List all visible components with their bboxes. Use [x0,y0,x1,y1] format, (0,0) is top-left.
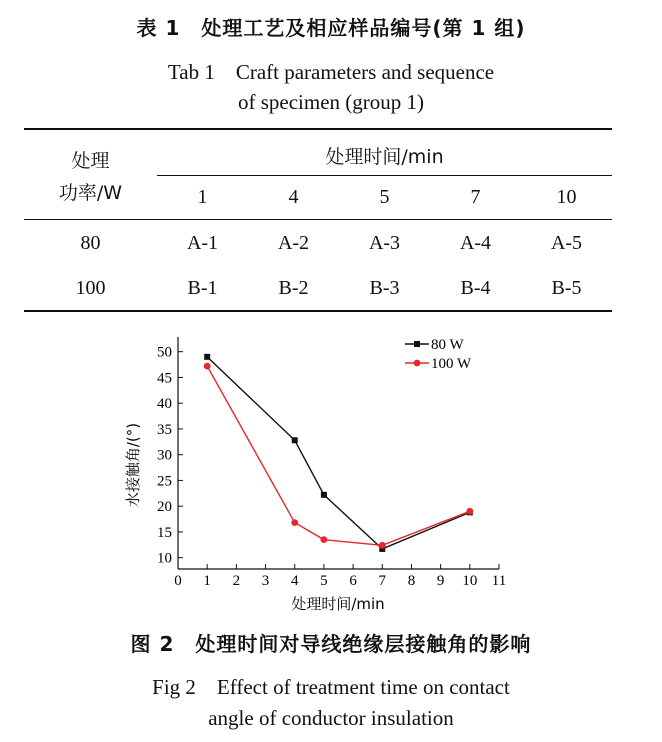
table-header-sub-rule [157,175,612,176]
data-point [379,542,386,549]
y-tick-label: 50 [157,344,172,361]
sample-cell: A-2 [277,232,310,254]
time-value-cell: 10 [556,186,577,208]
data-point [321,536,328,543]
sample-cell: B-1 [187,277,218,299]
legend-marker [414,341,420,347]
data-point [204,363,211,370]
figure-caption-cn: 图 2 处理时间对导线绝缘层接触角的影响 [130,632,532,656]
sample-cell: B-4 [460,277,491,299]
sample-cell: B-3 [369,277,400,299]
table-bottom-rule [24,310,612,312]
sample-cell: A-5 [550,232,583,254]
chart-marks [204,354,473,552]
y-tick-label: 45 [157,370,172,387]
time-value-cell: 1 [197,186,208,208]
legend-label: 80 W [431,337,464,353]
figure-caption-en-line1: Fig 2 Effect of treatment time on contact [152,675,510,699]
y-tick-label: 30 [157,447,172,464]
x-tick-label: 1 [203,573,211,589]
x-tick-label: 6 [349,573,357,589]
table-header-rule [24,219,612,220]
power-cell: 80 [80,232,101,254]
y-tick-label: 15 [157,524,172,541]
sample-cell: A-3 [368,232,401,254]
x-tick-label: 7 [378,573,387,589]
y-tick-label: 10 [157,550,172,567]
sample-cell: A-1 [186,232,219,254]
x-tick-label: 2 [232,573,241,589]
x-tick-label: 3 [261,573,270,589]
data-point [466,508,473,515]
series-line [207,357,470,549]
y-tick-label: 20 [157,499,172,516]
y-tick-label: 35 [157,421,172,438]
chart-legend [405,337,472,372]
table-title-en-line1: Tab 1 Craft parameters and sequence [167,60,495,84]
figure-caption-en-line2: angle of conductor insulation [208,706,454,730]
x-tick-label: 0 [174,573,182,589]
power-cell: 100 [75,277,106,299]
time-header: 处理时间/min [325,146,444,168]
x-tick-label: 10 [462,573,478,589]
sample-cell: B-2 [278,277,309,299]
x-tick-label: 5 [320,573,328,589]
sample-cell: B-5 [551,277,582,299]
chart-axes [157,337,506,589]
power-header-line2: 功率/W [58,182,123,204]
x-tick-label: 11 [491,573,507,589]
table-top-rule [24,128,612,130]
time-value-cell: 4 [288,186,299,208]
x-tick-label: 8 [407,573,416,589]
table-title-en-line2: of specimen (group 1) [237,90,425,114]
data-point [204,354,210,360]
x-axis-label: 处理时间/min [291,595,385,613]
y-tick-label: 25 [157,473,172,490]
data-point [291,519,298,526]
y-tick-label: 40 [157,396,172,413]
legend-marker [414,360,421,367]
y-axis-label: 水接触角/(°) [124,422,142,508]
data-point [321,492,327,498]
data-point [292,437,298,443]
power-header-line1: 处理 [71,150,110,172]
time-value-cell: 7 [470,186,481,208]
x-tick-label: 9 [436,573,445,589]
x-tick-label: 4 [290,573,299,589]
sample-cell: A-4 [459,232,492,254]
time-value-cell: 5 [379,186,390,208]
series-line [207,366,470,545]
legend-label: 100 W [431,356,472,372]
contact-angle-chart [120,325,540,620]
table-title-cn: 表 1 处理工艺及相应样品编号(第 1 组) [136,16,526,40]
